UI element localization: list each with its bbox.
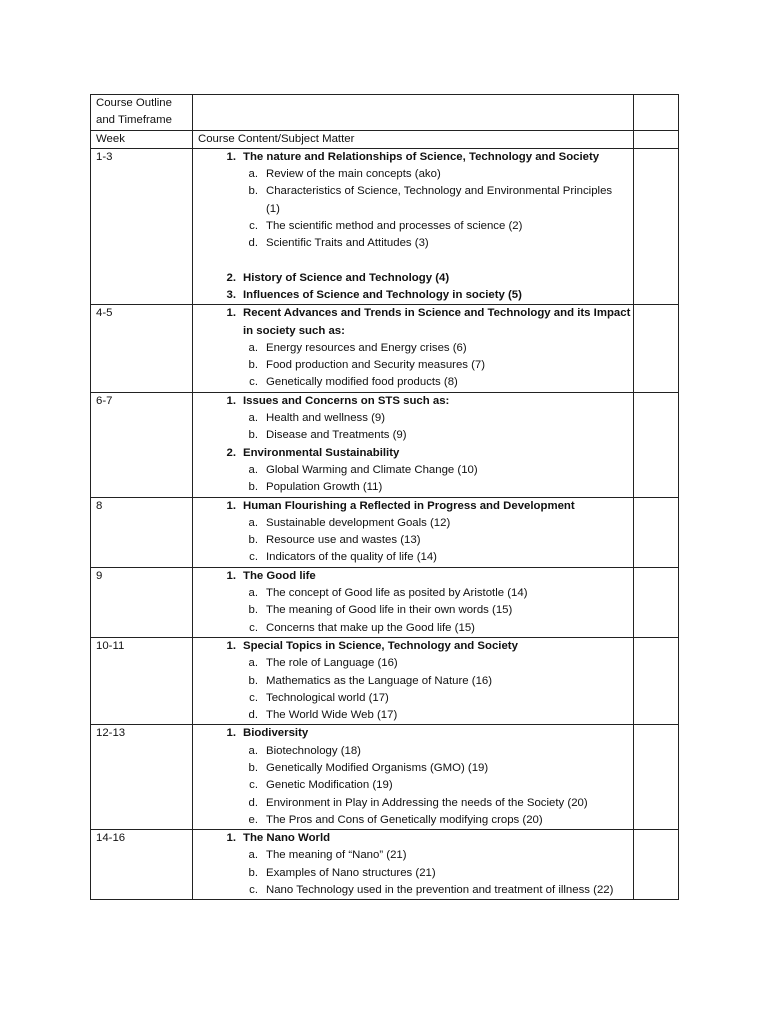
topic-heading: [198, 638, 633, 655]
list-item-letter: d.: [248, 237, 258, 250]
list-item-text: The concept of Good life as posited by Aristotle (14): [266, 587, 528, 600]
topic-heading: [198, 149, 633, 166]
list-item-text: Biotechnology (18): [266, 744, 361, 757]
list-item: [198, 427, 633, 444]
table-row: [91, 392, 679, 497]
topic-number: 1.: [226, 499, 236, 512]
list-item-text: Technological world (17): [266, 691, 389, 704]
topic-title: Recent Advances and Trends in Science and Technology and its Impact in society such as:: [243, 307, 631, 337]
list-item-letter: a.: [248, 341, 258, 354]
list-item-letter: c.: [249, 884, 258, 897]
table-row: [91, 497, 679, 567]
week-cell: [91, 725, 193, 830]
table-row: [91, 830, 679, 900]
topic-title: Special Topics in Science, Technology and Society: [243, 639, 518, 652]
content-header-cell: [193, 130, 634, 148]
topic-number: 1.: [226, 639, 236, 652]
week-cell: [91, 392, 193, 497]
list-item-letter: b.: [248, 674, 258, 687]
list-item-letter: d.: [248, 709, 258, 722]
week-value: 14-16: [96, 832, 126, 845]
list-item: [198, 235, 633, 252]
list-item: [198, 882, 633, 899]
week-cell: [91, 305, 193, 392]
list-item-letter: c.: [249, 376, 258, 389]
table-row: [91, 725, 679, 830]
list-item-letter: b.: [248, 359, 258, 372]
topic-number: 1.: [226, 832, 236, 845]
list-item-text: Scientific Traits and Attitudes (3): [266, 237, 429, 250]
list-item: [198, 549, 633, 566]
list-item-letter: e.: [248, 813, 258, 826]
topic-heading: [198, 270, 633, 287]
week-cell: [91, 148, 193, 304]
list-item-letter: b.: [248, 185, 258, 198]
list-item: [198, 777, 633, 794]
empty-cell: [634, 130, 679, 148]
content-header-label: Course Content/Subject Matter: [198, 132, 355, 145]
list-item-text: The scientific method and processes of science (2): [266, 220, 523, 233]
week-value: 9: [96, 569, 103, 582]
empty-cell: [634, 830, 679, 900]
course-outline-body: [91, 95, 679, 900]
list-item-letter: c.: [249, 691, 258, 704]
list-item-text: Review of the main concepts (ako): [266, 168, 441, 181]
table-row: [91, 148, 679, 304]
list-item: [198, 462, 633, 479]
empty-cell: [634, 725, 679, 830]
week-cell: [91, 637, 193, 724]
topic-heading: [198, 725, 633, 742]
week-cell: [91, 567, 193, 637]
topic-number: 2.: [226, 446, 236, 459]
topic-heading: [198, 498, 633, 515]
list-item-letter: a.: [248, 463, 258, 476]
content-cell: [193, 637, 634, 724]
empty-cell: [634, 305, 679, 392]
list-item-letter: c.: [249, 621, 258, 634]
list-item-letter: a.: [248, 849, 258, 862]
content-cell: [193, 392, 634, 497]
content-cell: [193, 148, 634, 304]
course-outline-table: [90, 94, 679, 900]
list-item: [198, 602, 633, 619]
list-item: [198, 847, 633, 864]
topic-number: 1.: [226, 394, 236, 407]
topic-number: 3.: [226, 288, 236, 301]
list-item-text: Energy resources and Energy crises (6): [266, 341, 467, 354]
list-item-text: The meaning of Good life in their own words (15): [266, 604, 513, 617]
list-item-letter: a.: [248, 744, 258, 757]
list-item: [198, 374, 633, 391]
week-header-label: Week: [96, 132, 125, 145]
topic-title: Human Flourishing a Reflected in Progress and Development: [243, 499, 575, 512]
content-cell: [193, 497, 634, 567]
week-value: 1-3: [96, 150, 113, 163]
topic-heading: [198, 393, 633, 410]
empty-cell: [634, 637, 679, 724]
list-item: [198, 532, 633, 549]
topic-number: 2.: [226, 271, 236, 284]
topic-title: History of Science and Technology (4): [243, 271, 450, 284]
blank-line: [198, 253, 633, 270]
table-title-cell: [91, 95, 193, 131]
list-item-letter: a.: [248, 516, 258, 529]
list-item: [198, 655, 633, 672]
week-cell: [91, 497, 193, 567]
topic-title: Biodiversity: [243, 727, 309, 740]
topic-heading: [198, 305, 633, 340]
list-item-letter: b.: [248, 761, 258, 774]
list-item-text: Concerns that make up the Good life (15): [266, 621, 475, 634]
list-item-letter: b.: [248, 866, 258, 879]
list-item-text: Sustainable development Goals (12): [266, 516, 451, 529]
topic-heading: [198, 568, 633, 585]
topic-title: The Nano World: [243, 832, 331, 845]
week-value: 4-5: [96, 307, 113, 320]
list-item-text: The meaning of “Nano” (21): [266, 849, 407, 862]
week-value: 10-11: [96, 639, 125, 652]
empty-cell: [634, 95, 679, 131]
week-value: 8: [96, 499, 103, 512]
list-item: [198, 865, 633, 882]
topic-title: Environmental Sustainability: [243, 446, 400, 459]
content-cell: [193, 725, 634, 830]
list-item: [198, 183, 633, 218]
list-item-text: Resource use and wastes (13): [266, 534, 421, 547]
list-item-text: Examples of Nano structures (21): [266, 866, 436, 879]
topic-number: 1.: [226, 569, 236, 582]
table-title-line-2: and Timeframe: [96, 114, 172, 127]
topic-title: Issues and Concerns on STS such as:: [243, 394, 450, 407]
week-value: 6-7: [96, 394, 113, 407]
list-item-text: Nano Technology used in the prevention and treatment of illness (22): [266, 884, 614, 897]
list-item: [198, 515, 633, 532]
list-item-text: Mathematics as the Language of Nature (16): [266, 674, 493, 687]
list-item: [198, 690, 633, 707]
list-item: [198, 166, 633, 183]
list-item: [198, 410, 633, 427]
table-title-row: [91, 95, 679, 131]
list-item-letter: d.: [248, 796, 258, 809]
list-item: [198, 707, 633, 724]
list-item-letter: b.: [248, 429, 258, 442]
week-value: 12-13: [96, 727, 126, 740]
table-row: [91, 637, 679, 724]
list-item-text: Food production and Security measures (7): [266, 359, 486, 372]
list-item-letter: b.: [248, 534, 258, 547]
list-item: [198, 743, 633, 760]
list-item: [198, 585, 633, 602]
content-cell: [193, 305, 634, 392]
topic-number: 1.: [226, 150, 236, 163]
content-cell: [193, 830, 634, 900]
list-item-letter: c.: [249, 779, 258, 792]
list-item-text: The Pros and Cons of Genetically modifying crops (20): [266, 813, 543, 826]
column-header-row: [91, 130, 679, 148]
empty-cell: [634, 497, 679, 567]
table-row: [91, 305, 679, 392]
list-item: [198, 795, 633, 812]
week-header-cell: [91, 130, 193, 148]
list-item-letter: c.: [249, 220, 258, 233]
list-item: [198, 673, 633, 690]
list-item-letter: b.: [248, 481, 258, 494]
list-item-text: Genetically modified food products (8): [266, 376, 458, 389]
list-item-text: The role of Language (16): [266, 657, 398, 670]
list-item-letter: b.: [248, 604, 258, 617]
topic-title: Influences of Science and Technology in society (5): [243, 288, 522, 301]
empty-cell: [193, 95, 634, 131]
list-item: [198, 760, 633, 777]
topic-heading: [198, 287, 633, 304]
list-item-text: Characteristics of Science, Technology and Environmental Principles (1): [266, 185, 613, 215]
topic-heading: [198, 445, 633, 462]
list-item-letter: a.: [248, 657, 258, 670]
list-item: [198, 812, 633, 829]
week-cell: [91, 830, 193, 900]
list-item-letter: a.: [248, 587, 258, 600]
list-item-text: The World Wide Web (17): [266, 709, 398, 722]
list-item: [198, 620, 633, 637]
topic-number: 1.: [226, 307, 236, 320]
table-title-line-1: Course Outline: [96, 97, 172, 109]
list-item-text: Health and wellness (9): [266, 412, 386, 425]
list-item-text: Disease and Treatments (9): [266, 429, 407, 442]
empty-cell: [634, 567, 679, 637]
list-item-text: Genetic Modification (19): [266, 779, 393, 792]
topic-title: The Good life: [243, 569, 316, 582]
list-item-text: Environment in Play in Addressing the needs of the Society (20): [266, 796, 588, 809]
list-item-letter: c.: [249, 551, 258, 564]
topic-heading: [198, 830, 633, 847]
list-item-letter: a.: [248, 168, 258, 181]
topic-number: 1.: [226, 727, 236, 740]
list-item: [198, 218, 633, 235]
list-item-text: Global Warming and Climate Change (10): [266, 463, 478, 476]
list-item-letter: a.: [248, 412, 258, 425]
content-cell: [193, 567, 634, 637]
list-item: [198, 479, 633, 496]
empty-cell: [634, 392, 679, 497]
list-item: [198, 340, 633, 357]
topic-title: The nature and Relationships of Science, Technology and Society: [243, 150, 600, 163]
empty-cell: [634, 148, 679, 304]
list-item: [198, 357, 633, 374]
table-row: [91, 567, 679, 637]
list-item-text: Genetically Modified Organisms (GMO) (19): [266, 761, 489, 774]
list-item-text: Population Growth (11): [266, 481, 383, 494]
course-outline-page: [90, 94, 678, 900]
list-item-text: Indicators of the quality of life (14): [266, 551, 437, 564]
